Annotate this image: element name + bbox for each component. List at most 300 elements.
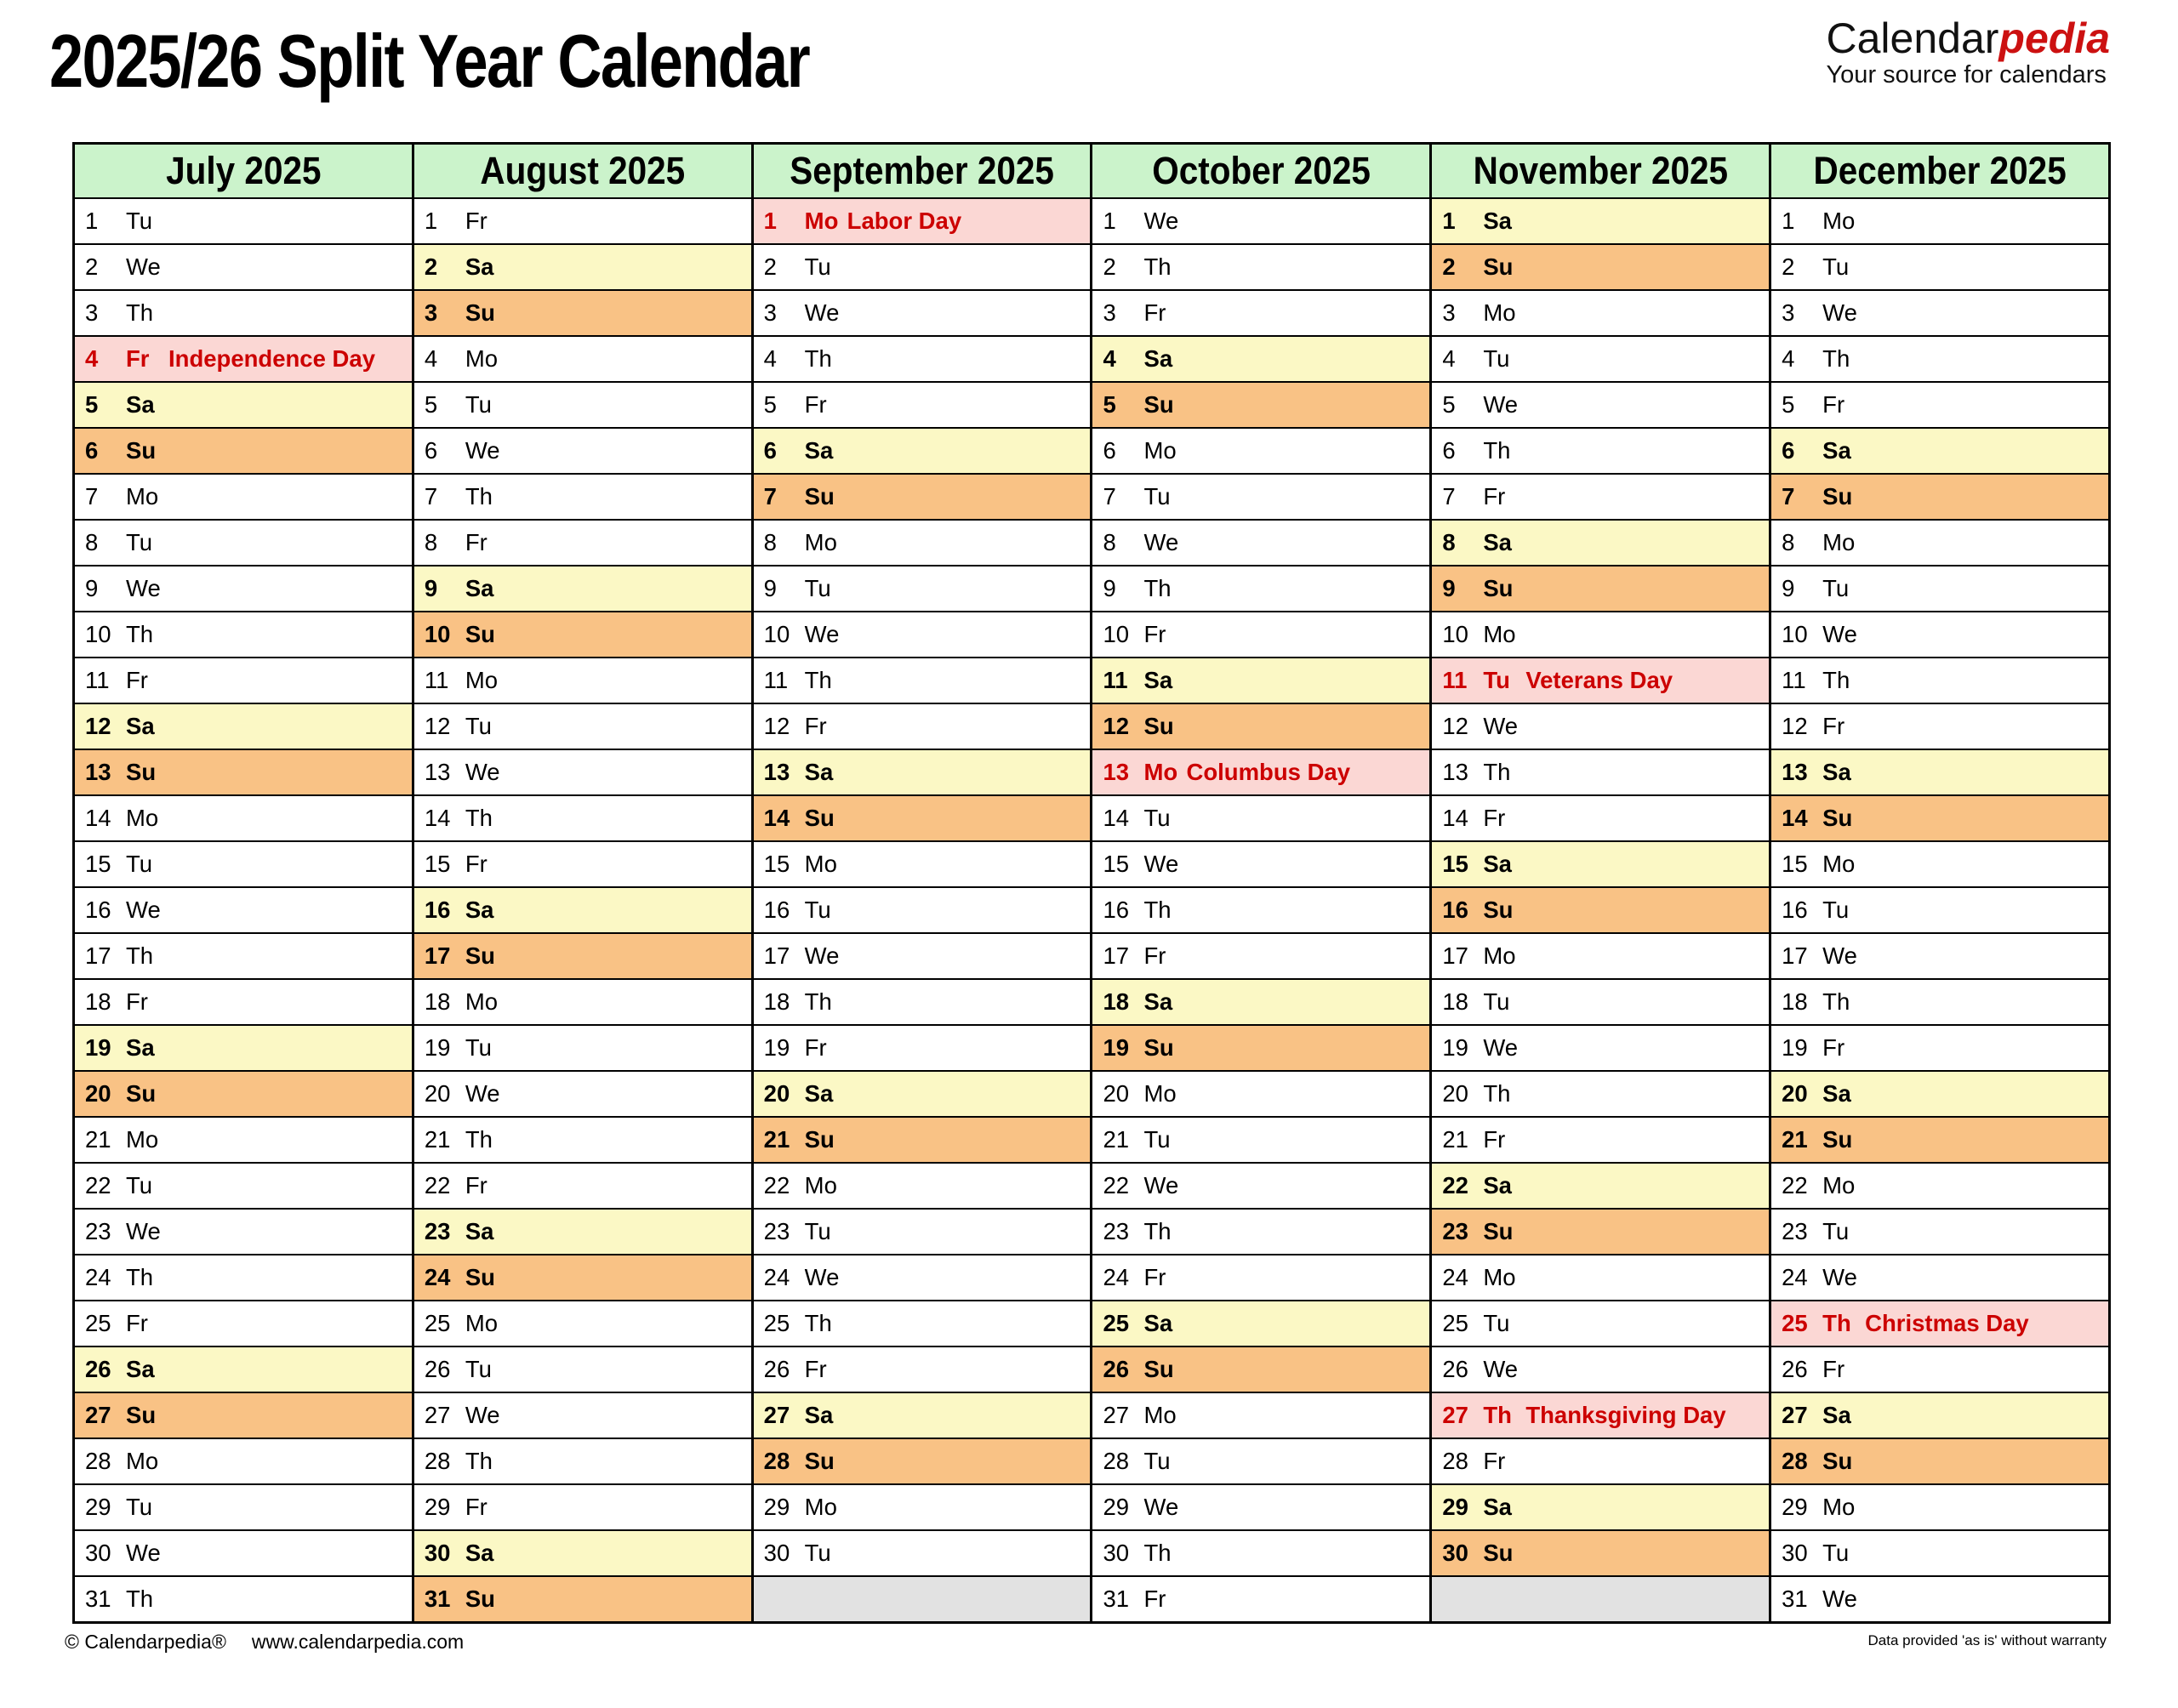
day-cell bbox=[1432, 796, 1769, 842]
day-weekday: Mo bbox=[465, 345, 499, 372]
day-cell bbox=[754, 521, 1091, 566]
day-cell bbox=[414, 1164, 751, 1210]
day-number: 6 bbox=[85, 437, 99, 464]
day-weekday: Sa bbox=[804, 437, 834, 464]
day-number: 13 bbox=[1442, 759, 1468, 785]
day-weekday: Sa bbox=[126, 713, 155, 739]
day-number: 15 bbox=[1103, 851, 1130, 877]
day-cell bbox=[1771, 291, 2108, 337]
day-number: 1 bbox=[1782, 208, 1795, 234]
day-number: 12 bbox=[1442, 713, 1468, 739]
day-weekday: Sa bbox=[1483, 1172, 1512, 1198]
day-weekday: Th bbox=[1143, 897, 1172, 923]
day-number: 12 bbox=[85, 713, 111, 739]
day-weekday: Tu bbox=[126, 208, 153, 234]
day-weekday: Fr bbox=[1822, 1356, 1845, 1382]
day-cell bbox=[1771, 1072, 2108, 1118]
day-cell bbox=[414, 1439, 751, 1485]
day-number: 24 bbox=[763, 1264, 790, 1290]
logo-text-calendar: Calendar bbox=[1826, 14, 1999, 62]
day-weekday: Th bbox=[126, 1264, 154, 1290]
day-cell bbox=[754, 1118, 1091, 1164]
day-cell bbox=[1771, 612, 2108, 658]
day-number: 26 bbox=[424, 1356, 451, 1382]
day-cell bbox=[414, 1485, 751, 1531]
day-cell bbox=[754, 750, 1091, 796]
day-cell bbox=[1432, 1439, 1769, 1485]
day-cell bbox=[754, 842, 1091, 888]
day-weekday: Mo bbox=[1483, 942, 1516, 969]
day-weekday: Mo bbox=[1822, 208, 1856, 234]
day-weekday: Fr bbox=[804, 713, 827, 739]
day-weekday: Sa bbox=[1143, 345, 1173, 372]
day-cell bbox=[754, 980, 1091, 1026]
month-header-label: July 2025 bbox=[165, 149, 322, 192]
day-weekday: Mo bbox=[804, 529, 837, 555]
day-weekday: Fr bbox=[804, 1034, 827, 1061]
day-number: 6 bbox=[1442, 437, 1456, 464]
day-cell bbox=[754, 337, 1091, 383]
day-cell bbox=[1432, 1485, 1769, 1531]
month-column bbox=[1432, 145, 1771, 1621]
day-weekday: Fr bbox=[1822, 391, 1845, 418]
day-weekday: Th bbox=[126, 621, 154, 647]
day-number: 27 bbox=[1782, 1402, 1808, 1428]
day-cell bbox=[75, 612, 412, 658]
day-number: 30 bbox=[1442, 1540, 1468, 1566]
day-cell bbox=[1432, 475, 1769, 521]
day-number: 16 bbox=[85, 897, 111, 923]
day-number: 20 bbox=[1782, 1080, 1808, 1107]
day-weekday: Mo bbox=[126, 483, 159, 510]
day-weekday: Mo bbox=[1483, 621, 1516, 647]
day-number: 28 bbox=[1782, 1448, 1808, 1474]
day-weekday: Tu bbox=[804, 897, 831, 923]
day-number: 6 bbox=[1782, 437, 1795, 464]
day-number: 20 bbox=[1103, 1080, 1130, 1107]
day-weekday: Tu bbox=[465, 391, 492, 418]
day-number: 24 bbox=[1442, 1264, 1468, 1290]
day-number: 6 bbox=[1103, 437, 1116, 464]
holiday-label: Labor Day bbox=[847, 208, 962, 234]
day-cell bbox=[1771, 245, 2108, 291]
logo-text-pedia: pedia bbox=[1998, 14, 2110, 62]
day-cell bbox=[1092, 1393, 1429, 1439]
day-number: 22 bbox=[1442, 1172, 1468, 1198]
day-number: 7 bbox=[1782, 483, 1795, 510]
day-weekday: We bbox=[804, 621, 840, 647]
day-cell bbox=[75, 291, 412, 337]
day-cell bbox=[1771, 1301, 2108, 1347]
day-number: 16 bbox=[1782, 897, 1808, 923]
day-weekday: We bbox=[126, 897, 161, 923]
day-number: 10 bbox=[1103, 621, 1130, 647]
day-cell bbox=[1092, 1301, 1429, 1347]
day-weekday: We bbox=[465, 1080, 500, 1107]
day-number: 25 bbox=[424, 1310, 451, 1336]
day-number: 7 bbox=[763, 483, 777, 510]
day-weekday: Tu bbox=[804, 253, 831, 280]
month-header-label: November 2025 bbox=[1473, 149, 1728, 192]
day-number: 23 bbox=[85, 1218, 111, 1244]
day-number: 6 bbox=[424, 437, 438, 464]
day-number: 9 bbox=[763, 575, 777, 601]
day-weekday: Tu bbox=[804, 1218, 831, 1244]
day-cell bbox=[75, 1072, 412, 1118]
day-number: 1 bbox=[85, 208, 99, 234]
day-cell bbox=[414, 1301, 751, 1347]
day-number: 22 bbox=[1782, 1172, 1808, 1198]
day-weekday: We bbox=[1822, 1264, 1857, 1290]
day-cell bbox=[1092, 1255, 1429, 1301]
day-cell bbox=[414, 980, 751, 1026]
day-number: 21 bbox=[1782, 1126, 1808, 1153]
day-number: 17 bbox=[1782, 942, 1808, 969]
day-number: 16 bbox=[763, 897, 790, 923]
day-weekday: Tu bbox=[1143, 1126, 1171, 1153]
day-number: 12 bbox=[1782, 713, 1808, 739]
day-cell bbox=[1432, 1531, 1769, 1577]
day-number: 15 bbox=[1782, 851, 1808, 877]
day-weekday: Su bbox=[465, 621, 495, 647]
day-weekday: Su bbox=[804, 805, 835, 831]
day-weekday: Mo bbox=[804, 851, 837, 877]
day-weekday: Mo bbox=[1483, 1264, 1516, 1290]
month-header bbox=[75, 145, 412, 199]
day-number: 22 bbox=[424, 1172, 451, 1198]
day-number: 21 bbox=[1442, 1126, 1468, 1153]
day-number: 28 bbox=[85, 1448, 111, 1474]
day-number: 25 bbox=[1442, 1310, 1468, 1336]
day-number: 22 bbox=[85, 1172, 111, 1198]
day-cell bbox=[1771, 1026, 2108, 1072]
day-number: 14 bbox=[1782, 805, 1808, 831]
day-weekday: We bbox=[804, 1264, 840, 1290]
day-weekday: Mo bbox=[1143, 759, 1178, 785]
day-cell bbox=[1771, 566, 2108, 612]
day-number: 24 bbox=[1103, 1264, 1130, 1290]
day-weekday: Th bbox=[465, 483, 493, 510]
day-number: 12 bbox=[424, 713, 451, 739]
day-weekday: Su bbox=[465, 1586, 495, 1612]
day-number: 14 bbox=[1103, 805, 1130, 831]
day-weekday: Fr bbox=[126, 667, 148, 693]
day-cell bbox=[1432, 1255, 1769, 1301]
day-weekday: Sa bbox=[804, 759, 834, 785]
day-number: 3 bbox=[424, 299, 438, 326]
day-cell bbox=[1092, 245, 1429, 291]
day-number: 5 bbox=[85, 391, 99, 418]
holiday-label: Christmas Day bbox=[1865, 1310, 2029, 1336]
holiday-label: Veterans Day bbox=[1525, 667, 1673, 693]
day-weekday: Th bbox=[1822, 1310, 1851, 1336]
day-weekday: Mo bbox=[1822, 851, 1856, 877]
day-weekday: Fr bbox=[1143, 299, 1166, 326]
day-weekday: Tu bbox=[1822, 897, 1850, 923]
day-cell bbox=[1432, 704, 1769, 750]
day-weekday: Mo bbox=[465, 667, 499, 693]
day-number: 26 bbox=[1103, 1356, 1130, 1382]
day-weekday: Fr bbox=[465, 208, 487, 234]
day-number: 11 bbox=[424, 667, 449, 693]
day-cell bbox=[1432, 1301, 1769, 1347]
day-cell bbox=[754, 1347, 1091, 1393]
day-number: 14 bbox=[424, 805, 451, 831]
day-weekday: Su bbox=[1483, 253, 1514, 280]
day-weekday: Su bbox=[804, 483, 835, 510]
day-weekday: Fr bbox=[1143, 1586, 1166, 1612]
day-weekday: Tu bbox=[1483, 1310, 1510, 1336]
day-weekday: Tu bbox=[465, 1356, 492, 1382]
day-cell bbox=[414, 1577, 751, 1621]
day-cell bbox=[75, 1439, 412, 1485]
day-number: 8 bbox=[85, 529, 99, 555]
day-number: 7 bbox=[1103, 483, 1116, 510]
day-cell bbox=[75, 980, 412, 1026]
day-cell bbox=[1432, 934, 1769, 980]
day-number: 10 bbox=[424, 621, 451, 647]
day-weekday: Th bbox=[465, 805, 493, 831]
day-cell bbox=[1092, 1485, 1429, 1531]
day-cell bbox=[414, 612, 751, 658]
day-weekday: We bbox=[1143, 1172, 1179, 1198]
day-weekday: Fr bbox=[1483, 805, 1506, 831]
day-weekday: Th bbox=[804, 667, 832, 693]
day-cell bbox=[75, 521, 412, 566]
day-weekday: We bbox=[126, 575, 161, 601]
day-cell bbox=[754, 1210, 1091, 1255]
day-number: 13 bbox=[763, 759, 790, 785]
day-number: 18 bbox=[763, 988, 790, 1015]
day-number: 18 bbox=[1782, 988, 1808, 1015]
day-number: 2 bbox=[424, 253, 438, 280]
day-cell bbox=[1432, 291, 1769, 337]
day-weekday: Mo bbox=[804, 1494, 837, 1520]
day-weekday: We bbox=[126, 1218, 161, 1244]
day-number: 29 bbox=[1103, 1494, 1130, 1520]
day-number: 10 bbox=[1442, 621, 1468, 647]
day-weekday: Fr bbox=[1822, 1034, 1845, 1061]
day-weekday: We bbox=[1483, 713, 1519, 739]
day-weekday: Tu bbox=[1483, 667, 1510, 693]
day-number: 31 bbox=[85, 1586, 111, 1612]
day-weekday: We bbox=[126, 1540, 161, 1566]
day-cell bbox=[1432, 888, 1769, 934]
day-number: 28 bbox=[763, 1448, 790, 1474]
day-cell bbox=[1092, 337, 1429, 383]
day-weekday: Fr bbox=[126, 1310, 148, 1336]
day-number: 8 bbox=[1103, 529, 1116, 555]
day-cell bbox=[414, 383, 751, 429]
day-number: 22 bbox=[1103, 1172, 1130, 1198]
day-weekday: Th bbox=[1822, 988, 1850, 1015]
day-cell bbox=[75, 1118, 412, 1164]
day-number: 16 bbox=[424, 897, 451, 923]
day-number: 23 bbox=[1442, 1218, 1468, 1244]
day-cell bbox=[1771, 1164, 2108, 1210]
day-weekday: Su bbox=[126, 759, 157, 785]
day-number: 20 bbox=[1442, 1080, 1468, 1107]
day-cell bbox=[414, 245, 751, 291]
day-cell bbox=[414, 1347, 751, 1393]
day-cell bbox=[1432, 842, 1769, 888]
day-cell bbox=[1092, 612, 1429, 658]
holiday-label: Columbus Day bbox=[1186, 759, 1351, 785]
day-cell bbox=[75, 475, 412, 521]
day-weekday: Th bbox=[1143, 253, 1172, 280]
day-cell bbox=[414, 1531, 751, 1577]
day-number: 18 bbox=[1442, 988, 1468, 1015]
day-weekday: Tu bbox=[465, 1034, 492, 1061]
day-cell bbox=[75, 842, 412, 888]
day-cell bbox=[754, 1072, 1091, 1118]
day-weekday: Th bbox=[465, 1126, 493, 1153]
day-number: 15 bbox=[424, 851, 451, 877]
day-weekday: We bbox=[1143, 1494, 1179, 1520]
day-cell bbox=[75, 1577, 412, 1621]
day-number: 5 bbox=[1103, 391, 1116, 418]
day-cell bbox=[1092, 1026, 1429, 1072]
copyright-text: © Calendarpedia® bbox=[65, 1631, 226, 1653]
footer-copyright bbox=[65, 1631, 464, 1654]
day-weekday: Su bbox=[1822, 483, 1853, 510]
day-weekday: Su bbox=[126, 437, 157, 464]
day-number: 13 bbox=[424, 759, 451, 785]
day-weekday: Sa bbox=[126, 1034, 155, 1061]
day-number: 21 bbox=[763, 1126, 790, 1153]
day-cell bbox=[1432, 980, 1769, 1026]
day-weekday: Su bbox=[465, 942, 495, 969]
day-cell bbox=[1771, 1393, 2108, 1439]
day-number: 19 bbox=[1442, 1034, 1468, 1061]
day-cell bbox=[1771, 1485, 2108, 1531]
day-cell bbox=[1771, 521, 2108, 566]
day-weekday: Sa bbox=[1483, 851, 1512, 877]
day-cell bbox=[754, 475, 1091, 521]
day-weekday: Mo bbox=[465, 1310, 499, 1336]
day-weekday: Su bbox=[1822, 1126, 1853, 1153]
day-weekday: Tu bbox=[126, 1172, 153, 1198]
day-number: 26 bbox=[85, 1356, 111, 1382]
day-weekday: We bbox=[1822, 942, 1857, 969]
day-number: 14 bbox=[763, 805, 790, 831]
day-cell bbox=[1432, 199, 1769, 245]
month-header-label: October 2025 bbox=[1152, 149, 1371, 192]
day-number: 15 bbox=[763, 851, 790, 877]
day-cell bbox=[1771, 980, 2108, 1026]
day-weekday: Tu bbox=[126, 529, 153, 555]
day-weekday: Sa bbox=[1822, 437, 1851, 464]
day-cell bbox=[1092, 1347, 1429, 1393]
day-number: 4 bbox=[424, 345, 438, 372]
day-cell bbox=[1092, 750, 1429, 796]
day-weekday: Tu bbox=[126, 1494, 153, 1520]
day-weekday: Mo bbox=[465, 988, 499, 1015]
day-cell bbox=[754, 383, 1091, 429]
day-number: 30 bbox=[424, 1540, 451, 1566]
day-weekday: Sa bbox=[1822, 1080, 1851, 1107]
day-weekday: Mo bbox=[1143, 437, 1177, 464]
day-weekday: We bbox=[1483, 1034, 1519, 1061]
day-cell bbox=[1432, 612, 1769, 658]
day-cell bbox=[1432, 1164, 1769, 1210]
day-number: 4 bbox=[763, 345, 777, 372]
day-cell bbox=[1092, 521, 1429, 566]
day-cell bbox=[75, 658, 412, 704]
day-weekday: Fr bbox=[126, 345, 150, 372]
day-cell bbox=[75, 1210, 412, 1255]
day-number: 9 bbox=[1442, 575, 1456, 601]
day-cell bbox=[75, 1255, 412, 1301]
day-weekday: Fr bbox=[1143, 942, 1166, 969]
day-cell bbox=[1092, 658, 1429, 704]
day-weekday: Fr bbox=[1143, 621, 1166, 647]
day-cell bbox=[414, 704, 751, 750]
day-number: 15 bbox=[85, 851, 111, 877]
day-weekday: Sa bbox=[1143, 988, 1173, 1015]
day-weekday: Tu bbox=[1483, 988, 1510, 1015]
website-link[interactable]: www.calendarpedia.com bbox=[251, 1631, 465, 1653]
day-number: 24 bbox=[424, 1264, 451, 1290]
day-number: 4 bbox=[1782, 345, 1795, 372]
day-weekday: Tu bbox=[804, 1540, 831, 1566]
day-cell bbox=[1432, 429, 1769, 475]
day-number: 25 bbox=[1103, 1310, 1130, 1336]
day-number: 21 bbox=[1103, 1126, 1130, 1153]
day-number: 11 bbox=[85, 667, 110, 693]
day-cell bbox=[414, 291, 751, 337]
day-cell bbox=[1092, 1072, 1429, 1118]
logo-wordmark bbox=[1826, 14, 2111, 62]
day-number: 11 bbox=[1103, 667, 1128, 693]
day-cell bbox=[75, 750, 412, 796]
day-cell bbox=[75, 796, 412, 842]
day-cell bbox=[754, 1255, 1091, 1301]
month-header bbox=[1432, 145, 1769, 199]
day-cell bbox=[1092, 291, 1429, 337]
day-cell bbox=[414, 199, 751, 245]
day-cell bbox=[754, 934, 1091, 980]
day-cell bbox=[1432, 1118, 1769, 1164]
day-weekday: Th bbox=[126, 1586, 154, 1612]
day-cell bbox=[1771, 1210, 2108, 1255]
day-number: 21 bbox=[85, 1126, 111, 1153]
day-number: 5 bbox=[1442, 391, 1456, 418]
day-weekday: Su bbox=[1483, 1540, 1514, 1566]
day-weekday: Su bbox=[804, 1126, 835, 1153]
day-cell bbox=[1092, 475, 1429, 521]
day-number: 12 bbox=[1103, 713, 1130, 739]
day-weekday: Sa bbox=[465, 897, 494, 923]
day-weekday: Th bbox=[126, 942, 154, 969]
day-weekday: Sa bbox=[465, 1218, 494, 1244]
day-number: 13 bbox=[1103, 759, 1130, 785]
day-cell bbox=[754, 429, 1091, 475]
month-column bbox=[754, 145, 1093, 1621]
day-cell bbox=[414, 1026, 751, 1072]
day-weekday: We bbox=[465, 759, 500, 785]
day-weekday: Fr bbox=[465, 1494, 487, 1520]
day-weekday: Su bbox=[804, 1448, 835, 1474]
day-cell bbox=[1092, 1118, 1429, 1164]
day-weekday: Su bbox=[1822, 805, 1853, 831]
day-number: 10 bbox=[85, 621, 111, 647]
day-weekday: Tu bbox=[1822, 1218, 1850, 1244]
day-cell bbox=[1771, 704, 2108, 750]
day-cell bbox=[414, 888, 751, 934]
day-cell bbox=[754, 566, 1091, 612]
day-weekday: Fr bbox=[126, 988, 148, 1015]
